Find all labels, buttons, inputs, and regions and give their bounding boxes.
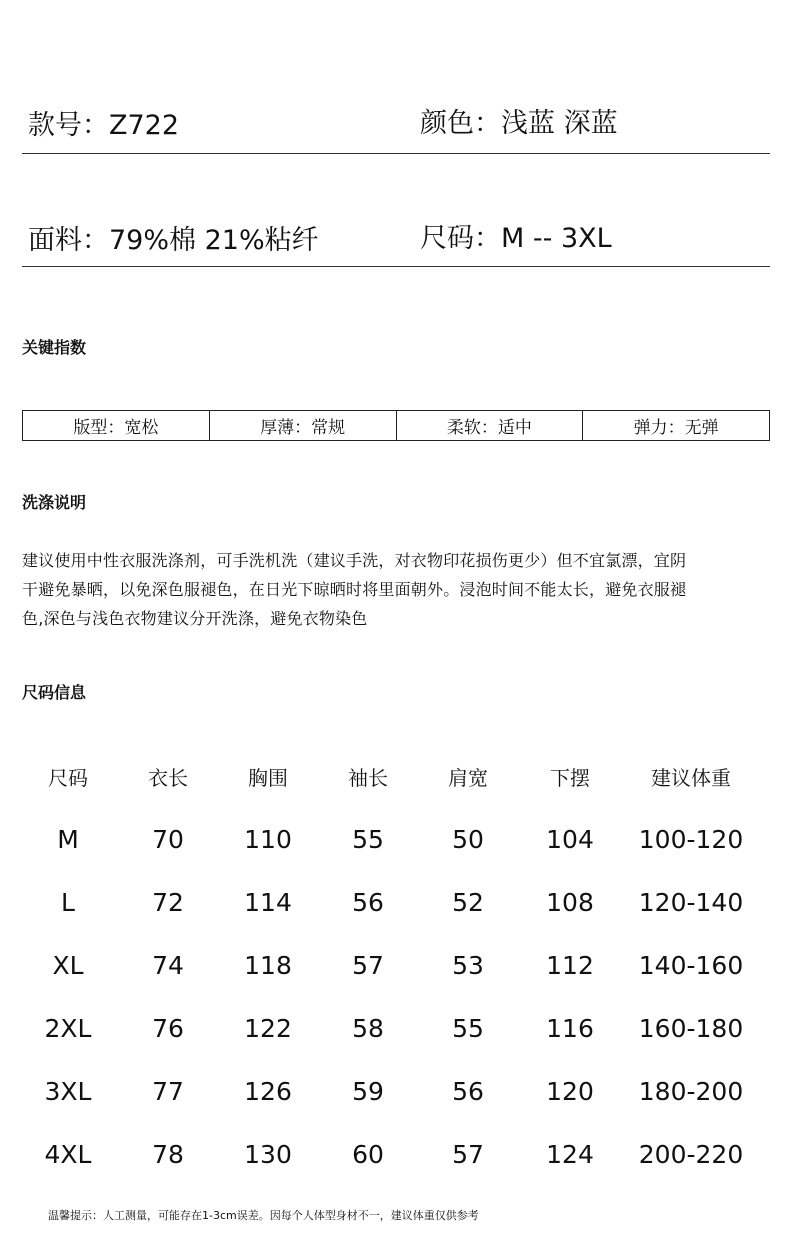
care-line: 干避免暴晒，以免深色服褪色，在日光下晾晒时将里面朝外。浸泡时间不能太长，避免衣服褪 [22, 580, 687, 599]
cell-size: L [61, 888, 75, 917]
table-row [18, 1123, 760, 1186]
cell-shoulder: 52 [452, 888, 484, 917]
size-info-title: 尺码信息 [22, 683, 87, 702]
size-table [18, 748, 760, 1186]
cell-length: 78 [152, 1140, 184, 1169]
cell-size: 3XL [44, 1077, 92, 1106]
key-params-table [22, 410, 770, 441]
cell-sleeve: 60 [352, 1140, 384, 1169]
cell-sleeve: 57 [352, 951, 384, 980]
softness-param: 柔软：适中 [397, 411, 584, 440]
cell-shoulder: 56 [452, 1077, 484, 1106]
cell-shoulder: 53 [452, 951, 484, 980]
header-sleeve: 袖长 [348, 766, 388, 790]
table-row [18, 1060, 760, 1123]
cell-sleeve: 56 [352, 888, 384, 917]
header-hem: 下摆 [550, 766, 590, 790]
cell-length: 76 [152, 1014, 184, 1043]
cell-size: XL [52, 951, 84, 980]
cell-shoulder: 50 [452, 825, 484, 854]
table-row [18, 808, 760, 871]
fit-param: 版型：宽松 [23, 411, 210, 440]
cell-weight: 100-120 [638, 825, 744, 854]
elasticity-param: 弹力：无弹 [633, 418, 719, 438]
care-title: 洗涤说明 [22, 493, 87, 512]
thickness-param: 厚薄：常规 [210, 411, 397, 440]
cell-weight: 160-180 [638, 1014, 744, 1043]
table-row [18, 997, 760, 1060]
header-chest: 胸围 [248, 766, 288, 790]
table-row [18, 934, 760, 997]
fabric-info: 面料：79%棉 21%粘纤 [28, 225, 319, 256]
cell-chest: 130 [244, 1140, 292, 1169]
cell-hem: 108 [546, 888, 594, 917]
measurement-note: 温馨提示：人工测量，可能存在1-3cm误差。因每个人体型身材不一，建议体重仅供参考 [48, 1209, 479, 1222]
cell-sleeve: 55 [352, 825, 384, 854]
cell-size: 2XL [44, 1014, 92, 1043]
size-table-header [18, 748, 760, 808]
cell-chest: 114 [244, 888, 292, 917]
cell-chest: 110 [244, 825, 292, 854]
cell-length: 70 [152, 825, 184, 854]
cell-weight: 140-160 [638, 951, 744, 980]
header-weight: 建议体重 [651, 766, 731, 790]
cell-sleeve: 59 [352, 1077, 384, 1106]
cell-length: 77 [152, 1077, 184, 1106]
cell-chest: 122 [244, 1014, 292, 1043]
size-range-info: 尺码：M -- 3XL [420, 223, 612, 254]
table-row [18, 871, 760, 934]
header-size: 尺码 [48, 766, 88, 790]
key-params-title: 关键指数 [22, 338, 87, 357]
care-line: 建议使用中性衣服洗涤剂，可手洗机洗（建议手洗，对衣物印花损伤更少）但不宜氯漂，宜阴 [22, 551, 687, 570]
divider-top [22, 153, 770, 154]
cell-shoulder: 57 [452, 1140, 484, 1169]
cell-weight: 200-220 [638, 1140, 744, 1169]
cell-weight: 120-140 [638, 888, 744, 917]
cell-hem: 104 [546, 825, 594, 854]
divider-middle [22, 266, 770, 267]
cell-length: 74 [152, 951, 184, 980]
cell-hem: 120 [546, 1077, 594, 1106]
cell-size: M [57, 825, 79, 854]
color-info: 颜色：浅蓝 深蓝 [420, 108, 618, 139]
header-shoulder: 肩宽 [448, 766, 488, 790]
cell-length: 72 [152, 888, 184, 917]
style-number: 款号：Z722 [28, 110, 180, 141]
cell-size: 4XL [44, 1140, 92, 1169]
cell-chest: 126 [244, 1077, 292, 1106]
cell-hem: 124 [546, 1140, 594, 1169]
care-text [22, 546, 774, 633]
header-length: 衣长 [148, 766, 188, 790]
cell-hem: 112 [546, 951, 594, 980]
cell-weight: 180-200 [638, 1077, 744, 1106]
cell-hem: 116 [546, 1014, 594, 1043]
care-line: 色,深色与浅色衣物建议分开洗涤，避免衣物染色 [22, 609, 368, 628]
cell-chest: 118 [244, 951, 292, 980]
cell-sleeve: 58 [352, 1014, 384, 1043]
cell-shoulder: 55 [452, 1014, 484, 1043]
